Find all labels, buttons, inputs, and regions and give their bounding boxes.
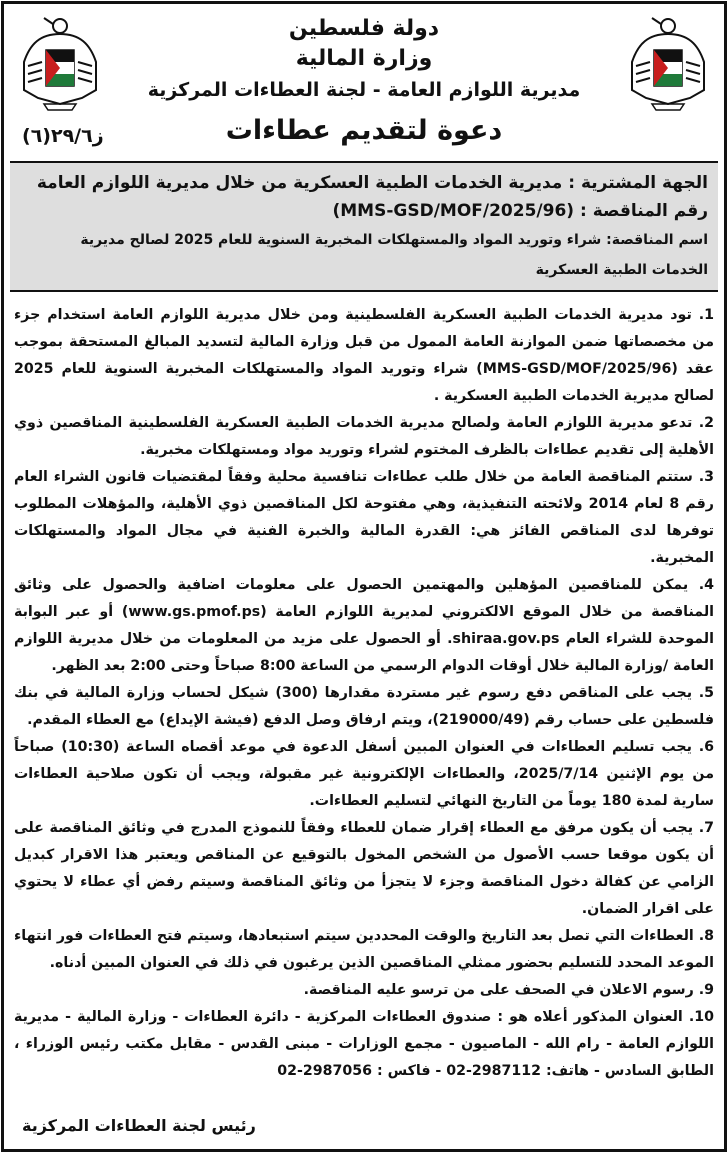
announcement-code: ز٢٩/٦(٦) — [22, 125, 104, 147]
term-paragraph: 3. ستتم المناقصة العامة من خلال طلب عطاءات تنافسية محلية وفقاً لمقتضيات قانون الشراء العام رقم 8 لعام 2014 ولائحته التنفيذية، وهي مفتوحة لكل المناقصين ذوي الأهلية، والمؤهلات المطلوب توفرها لدى المناقص الفائز هي: القدرة المالية والخبرة الفنية في مجال المواد والمستهلكات المخبرية. — [14, 469, 714, 566]
buyer-line: الجهة المشترية : مديرية الخدمات الطبية العسكرية من خلال مديرية اللوازم العامة — [36, 173, 708, 193]
term-paragraph: 2. تدعو مديرية اللوازم العامة ولصالح مديرية الخدمات الطبية العسكرية الفلسطينية المناقصين ذوي الأهلية إلى تقديم عطاءات بالظرف المختوم لشراء وتوريد مواد ومستهلكات مخبرية. — [14, 415, 714, 458]
emblem-right — [628, 12, 708, 112]
tender-announcement — [1, 1, 727, 1152]
palestine-eagle-emblem-icon — [20, 12, 100, 112]
emblem-left — [20, 12, 100, 112]
term-paragraph: 4. يمكن للمناقصين المؤهلين والمهتمين الحصول على معلومات اضافية والحصول على وثائق المناقصة من خلال الموقع الالكتروني لمديرية اللوازم العامة (www.gs.pmof.ps) أو عبر البوابة الموحدة للشراء العام shiraa.gov.ps. أو الحصول على مزيد من المعلومات من خلال مديرية اللوازم العامة /وزارة المالية خلال أوقات الدوام الرسمي من الساعة 8:00 صباحاً وحتى 2:00 بعد الظهر. — [14, 577, 714, 674]
term-paragraph: 5. يجب على المناقص دفع رسوم غير مستردة مقدارها (300) شيكل لحساب وزارة المالية في بنك فلسطين على حساب رقم (219000/49)، ويتم ارفاق وصل الدفع (فيشة الإيداع) مع العطاء المقدم. — [14, 685, 714, 728]
term-paragraph: 9. رسوم الاعلان في الصحف على من ترسو عليه المناقصة. — [303, 982, 714, 998]
term-paragraph: 8. العطاءات التي تصل بعد التاريخ والوقت المحددين سيتم استبعادها، وسيتم فتح العطاءات فور انتهاء الموعد المحدد للتسليم بحضور ممثلي المناقصين الذين يرغبون في ذلك في العنوان المبين أدناه. — [14, 928, 714, 971]
ministry-name: وزارة المالية — [295, 46, 433, 71]
tender-info-box — [10, 161, 718, 292]
term-paragraph: 6. يجب تسليم العطاءات في العنوان المبين أسفل الدعوة في موعد أقصاه الساعة (10:30) صباحاً من يوم الإثنين 2025/7/14، والعطاءات الإلكترونية غير مقبولة، ويجب أن تكون صلاحية العطاءات سارية لمدة 180 يوماً من التاريخ النهائي لتسليم العطاءات. — [14, 739, 714, 809]
signature-line: رئيس لجنة العطاءات المركزية — [22, 1116, 256, 1135]
tender-name-line: اسم المناقصة: شراء وتوريد المواد والمستهلكات المخبرية السنوية للعام 2025 لصالح مديرية الخدمات الطبية العسكرية — [80, 232, 708, 278]
tender-number-line: رقم المناقصة : (MMS-GSD/MOF/2025/96) — [332, 201, 708, 221]
terms-list — [14, 302, 714, 1082]
palestine-eagle-emblem-icon — [628, 12, 708, 112]
term-paragraph: 7. يجب أن يكون مرفق مع العطاء إقرار ضمان للعطاء وفقاً للنموذج المدرج في وثائق المناقصة على أن يكون موقعا حسب الأصول من الشخص المخول بالتوقيع عن المناقص ويعتبر هذا الاقرار كبديل الزامي عن كفالة دخول المناقصة وجزء لا يتجزأ من وثائق المناقصة وسيتم رفض أي عطاء لا يحتوي على اقرار الضمان. — [14, 820, 714, 917]
state-name: دولة فلسطين — [288, 16, 440, 41]
term-paragraph: 10. العنوان المذكور أعلاه هو : صندوق العطاءات المركزية - دائرة العطاءات - وزارة المالية - مديرية اللوازم العامة - رام الله - الماصيون - مجمع الوزارات - مبنى القدس - مقابل مكتب رئيس الوزراء ، الطابق السادس - هاتف: 2987112-02 - فاكس : 2987056-02 — [14, 1009, 714, 1079]
term-paragraph: 1. تود مديرية الخدمات الطبية العسكرية الفلسطينية ومن خلال مديرية اللوازم العامة استخدام جزء من مخصصاتها ضمن الموازنة العامة الممول من قبل وزارة المالية لتسديد المبالغ المستحقة بموجب عقد (MMS-GSD/MOF/2025/96) شراء وتوريد المواد والمستهلكات المخبرية السنوية للعام 2025 لصالح مديرية الخدمات الطبية العسكرية . — [14, 307, 714, 404]
directorate-name: مديرية اللوازم العامة - لجنة العطاءات المركزية — [147, 79, 581, 101]
page-title: دعوة لتقديم عطاءات — [225, 115, 503, 146]
